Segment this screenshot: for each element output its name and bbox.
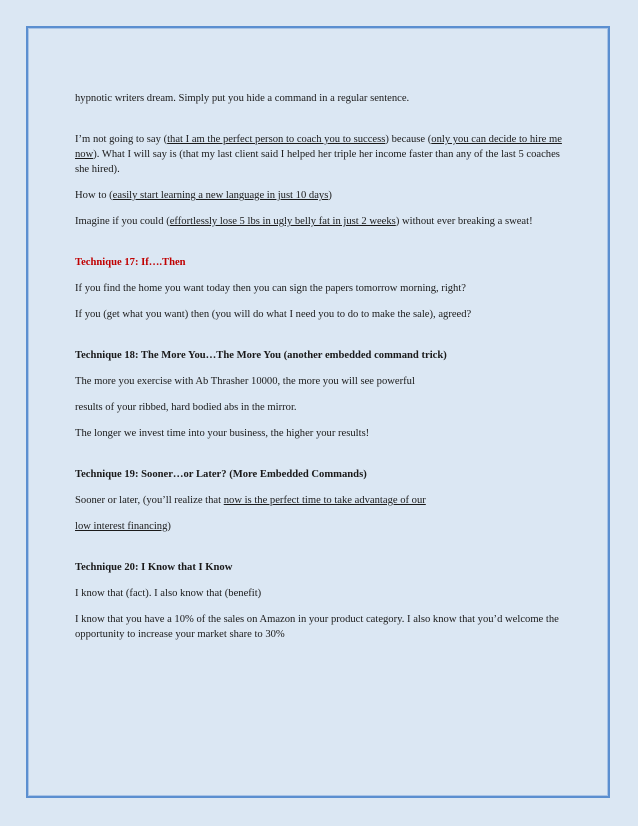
embedded-command: easily start learning a new language in just 10 days [112,190,329,201]
heading-technique-19: Technique 19: Sooner…or Later? (More Embedded Commands) [75,469,367,480]
paragraph-results-abs: results of your ribbed, hard bodied abs in the mirror. [75,402,297,413]
embedded-command: now is the perfect time to take advantage of our [223,495,426,506]
paragraph-i-know-fact: I know that (fact). I also know that (benefit) [75,588,262,599]
heading-technique-17: Technique 17: If….Then [75,257,186,268]
embedded-command: low interest financing [75,521,168,532]
paragraph-if-get: If you (get what you want) then (you will do what I need you to do to make the sale), agreed? [75,309,472,320]
paragraph-low-interest: low interest financing) [75,521,171,532]
embedded-command: only you can decide to hire me now [75,134,562,160]
embedded-command: that I am the perfect person to coach you to success [167,134,386,145]
document-body [75,91,570,642]
embedded-command: effortlessly lose 5 lbs in ugly belly fat in just 2 weeks [169,216,396,227]
paragraph-not-going-to-say: I’m not going to say (that I am the perfect person to coach you to success) because (only you can decide to hire me now). What I will say is (that my last client said I helped her triple her income faster than any of the last 5 coaches she hired). [75,134,562,175]
paragraph-i-know-amazon: I know that you have a 10% of the sales on Amazon in your product category. I also know that you’d welcome the opportunity to increase your market share to 30% [75,614,559,640]
paragraph-sooner-later: Sooner or later, (you’ll realize that now is the perfect time to take advantage of our [75,495,426,506]
paragraph-more-exercise: The more you exercise with Ab Thrasher 10000, the more you will see powerful [75,376,415,387]
heading-technique-20: Technique 20: I Know that I Know [75,562,233,573]
heading-technique-18: Technique 18: The More You…The More You (another embedded command trick) [75,350,447,361]
paragraph-intro: hypnotic writers dream. Simply put you hide a command in a regular sentence. [75,93,410,104]
paragraph-imagine: Imagine if you could (effortlessly lose 5 lbs in ugly belly fat in just 2 weeks) without ever breaking a sweat! [75,216,533,227]
paragraph-if-home: If you find the home you want today then you can sign the papers tomorrow morning, right? [75,283,467,294]
paragraph-how-to: How to (easily start learning a new language in just 10 days) [75,190,332,201]
paragraph-longer-invest: The longer we invest time into your business, the higher your results! [75,428,370,439]
